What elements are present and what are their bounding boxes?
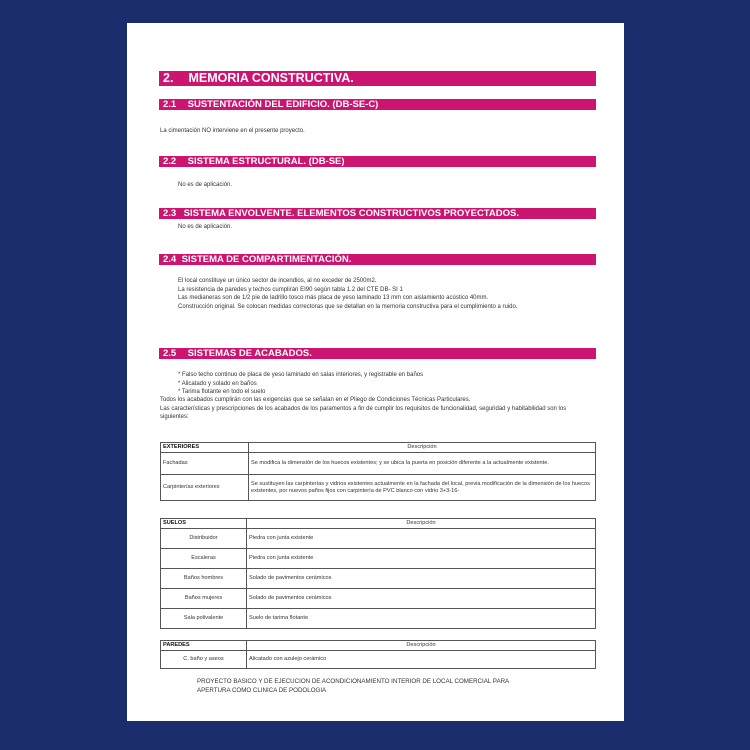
row-label: Escaleras xyxy=(161,549,247,569)
text-line: La resistencia de paredes y techos cumplirán EI90 según tabla 1.2 del CTE DB- SI 1 xyxy=(178,286,403,293)
row-label: Sala polivalente xyxy=(161,609,247,629)
text-line: Construcción original. Se colocan medidas correctoras que se detallan en la memoria constructiva para el cumplimiento a ruido. xyxy=(178,303,518,310)
subsection-heading-2-4 xyxy=(159,254,596,265)
subsection-title: SISTEMA ENVOLVENTE. ELEMENTOS CONSTRUCTIVOS PROYECTADOS. xyxy=(183,208,519,219)
subsection-number: 2.2 xyxy=(163,156,177,167)
subsection-number: 2.1 xyxy=(163,99,177,110)
subsection-title: SISTEMA ESTRUCTURAL. (DB-SE) xyxy=(187,156,345,167)
table-exteriores xyxy=(160,442,596,501)
sub-2-2-text: No es de aplicación. xyxy=(178,182,233,188)
table-row xyxy=(161,549,596,569)
subsection-title: SISTEMA DE COMPARTIMENTACIÓN. xyxy=(181,254,352,265)
table-row xyxy=(161,475,596,501)
text-line: Las medianeras son de 1/2 pie de ladrillo tosco más placa de yeso laminado 13 mm con aislamiento acústico 40mm. xyxy=(178,295,489,301)
finishes-paragraph xyxy=(160,396,596,422)
subsection-heading-2-1 xyxy=(159,99,596,110)
sub-2-4-text xyxy=(178,277,568,311)
row-description: Alicatado con azulejo cerámico xyxy=(247,651,596,669)
column-header: Descripción xyxy=(247,641,596,651)
document-footer xyxy=(197,678,577,695)
list-item: * Alicatado y solado en baños xyxy=(178,380,257,387)
list-item: * Falso techo continuo de placa de yeso laminado en salas interiores, y registrable en baños xyxy=(178,372,424,378)
table-header: PAREDES xyxy=(161,641,247,651)
row-description: Piedra con junta existente xyxy=(247,529,596,549)
table-row xyxy=(161,453,596,475)
subsection-title: SISTEMAS DE ACABADOS. xyxy=(187,348,312,359)
footer-line: PROYECTO BASICO Y DE EJECUCION DE ACONDICIONAMIENTO INTERIOR DE LOCAL COMERCIAL PARA xyxy=(197,678,510,685)
table-suelos xyxy=(160,518,596,629)
row-description: Suelo de tarima flotante xyxy=(247,609,596,629)
table-header-row xyxy=(161,443,596,453)
sub-2-3-text: No es de aplicación. xyxy=(178,224,233,230)
table-header-row xyxy=(161,641,596,651)
subsection-number: 2.4 xyxy=(163,254,177,265)
row-label: Fachadas xyxy=(161,453,249,475)
row-description: Solado de pavimentos cerámicos xyxy=(247,569,596,589)
list-item: * Tarima flotante en todo el suelo xyxy=(178,389,266,395)
table-row xyxy=(161,529,596,549)
text-line: El local constituye un único sector de incendios, al no exceder de 2500m2. xyxy=(178,278,377,284)
row-label: Baños hombres xyxy=(161,569,247,589)
subsection-heading-2-5 xyxy=(159,348,596,359)
table-header-row xyxy=(161,519,596,529)
row-description: Solado de pavimentos cerámicos xyxy=(247,589,596,609)
row-description: Se sustituyen las carpinterías y vidrios existentes actualmente en la fachada del local, previa modificación de la dimensión de los huecos existentes, por nuevos paños fijos con carpintería de PVC blanco con vidrio 3+3-16- xyxy=(249,475,596,501)
row-label: Carpinterías exteriores xyxy=(161,475,249,501)
column-header: Descripción xyxy=(247,519,596,529)
subsection-heading-2-3 xyxy=(159,208,596,219)
finishes-bullet-list xyxy=(178,371,423,397)
footer-line: APERTURA COMO CLINICA DE PODOLOGIA xyxy=(197,686,327,694)
column-header: Descripción xyxy=(249,443,596,453)
section-title: MEMORIA CONSTRUCTIVA. xyxy=(188,71,354,85)
table-row xyxy=(161,609,596,629)
table-row xyxy=(161,569,596,589)
table-header: EXTERIORES xyxy=(161,443,249,453)
document-page xyxy=(127,23,624,721)
table-row xyxy=(161,651,596,669)
subsection-title: SUSTENTACIÓN DEL EDIFICIO. (DB-SE-C) xyxy=(187,99,379,110)
row-label: Distribuidor xyxy=(161,529,247,549)
row-label: Baños mujeres xyxy=(161,589,247,609)
sub-2-1-text: La cimentación NO interviene en el presente proyecto. xyxy=(160,128,305,134)
row-label: C. baño y aseos xyxy=(161,651,247,669)
paragraph: Las características y prescripciones de los acabados de los paramentos a fin de cumplir los requisitos de funcionalidad, seguridad y habitabilidad son los siguientes: xyxy=(160,405,567,420)
section-number: 2. xyxy=(163,71,174,85)
paragraph: Todos los acabados cumplirán con las exigencias que se señalan en el Pliego de Condiciones Técnicas Particulares. xyxy=(160,397,471,403)
subsection-number: 2.3 xyxy=(163,208,177,219)
table-header: SUELOS xyxy=(161,519,247,529)
subsection-heading-2-2 xyxy=(159,156,596,167)
subsection-number: 2.5 xyxy=(163,348,177,359)
table-paredes xyxy=(160,640,596,669)
row-description: Se modifica la dimensión de los huecos existentes; y se ubica la puerta en posición diferente a la actualmente existente. xyxy=(249,453,596,475)
table-row xyxy=(161,589,596,609)
row-description: Piedra con junta existente xyxy=(247,549,596,569)
section-heading xyxy=(159,71,596,86)
